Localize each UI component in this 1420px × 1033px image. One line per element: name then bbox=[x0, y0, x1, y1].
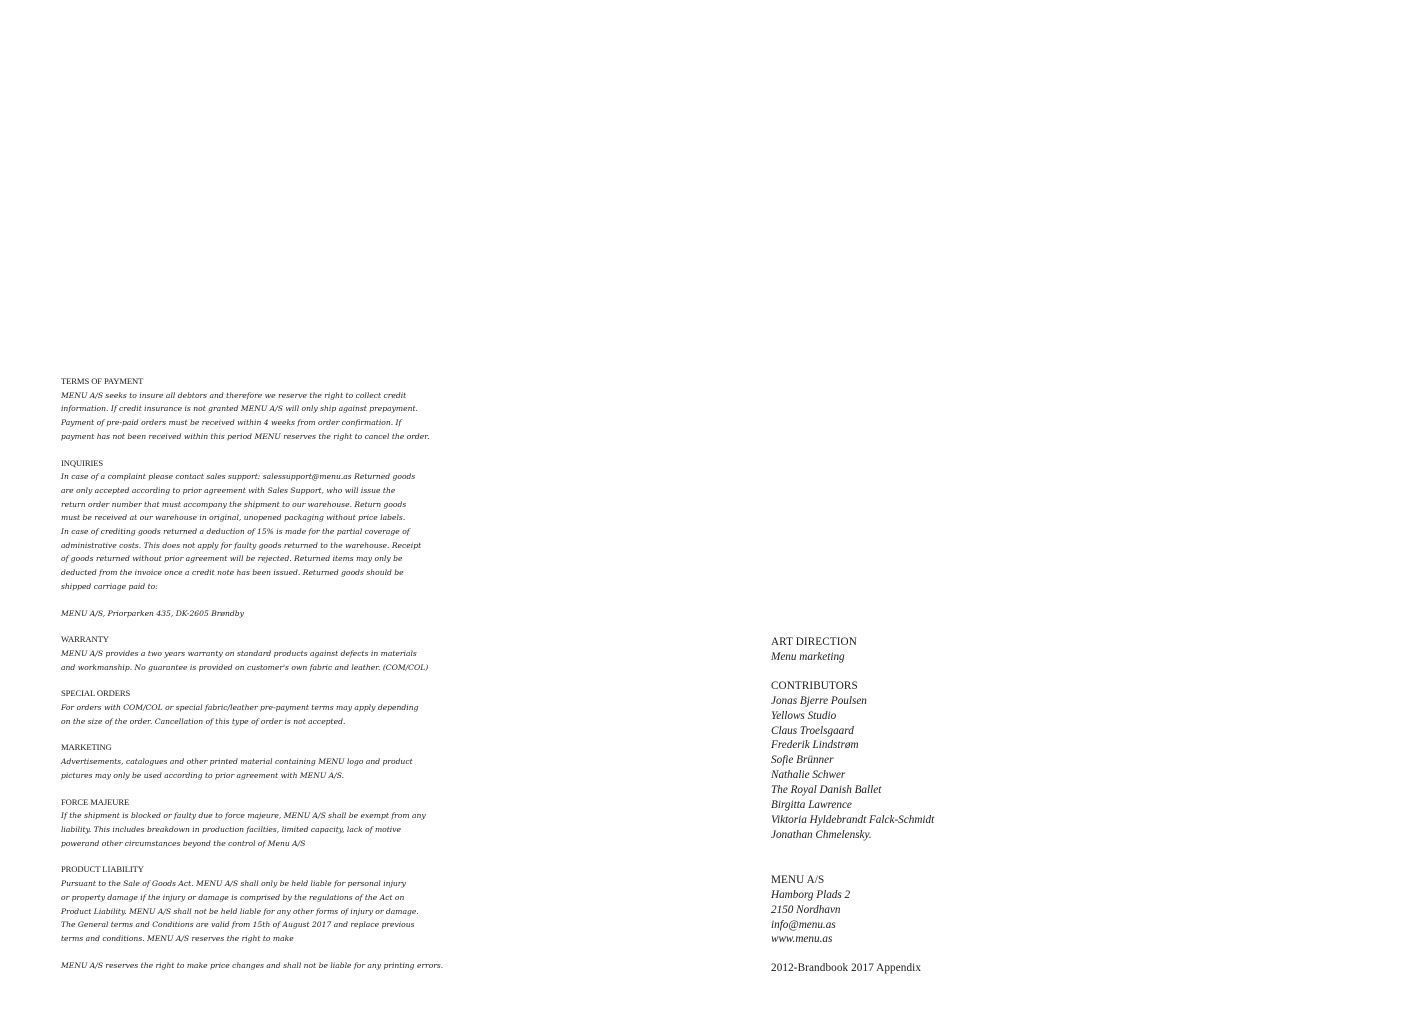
marketing-section bbox=[61, 741, 441, 782]
contributor-name: Jonathan Chmelensky. bbox=[771, 828, 872, 841]
contributor-name: Yellows Studio bbox=[771, 709, 837, 722]
final-note bbox=[61, 959, 444, 973]
text-line: administrative costs. This does not apply for faulty goods returned to the warehouse. Receipt bbox=[61, 540, 422, 550]
return-address-section bbox=[61, 607, 441, 621]
force-majeure-section bbox=[61, 796, 441, 851]
text-line: Advertisements, catalogues and other printed material containing MENU logo and product bbox=[61, 757, 413, 767]
art-direction-block bbox=[771, 635, 1171, 665]
section-title: MARKETING bbox=[61, 742, 112, 753]
text-line: In case of a complaint please contact sales support: salessupport@menu.as Returned goods bbox=[61, 472, 416, 482]
text-line: payment has not been received within this period MENU reserves the right to cancel the order. bbox=[61, 431, 430, 441]
section-title: PRODUCT LIABILITY bbox=[61, 864, 144, 875]
contributor-name: Viktoria Hyldebrandt Falck-Schmidt bbox=[771, 813, 935, 826]
section-body bbox=[61, 809, 441, 850]
inquiries-section bbox=[61, 457, 441, 594]
text-line: Pursuant to the Sale of Goods Act. MENU A/S shall only be held liable for personal injury bbox=[61, 879, 406, 889]
text-line: shipped carriage paid to: bbox=[61, 581, 158, 591]
section-body bbox=[61, 647, 441, 674]
contributor-name: Sofie Brünner bbox=[771, 754, 834, 767]
text-line: If the shipment is blocked or faulty due to force majeure, MENU A/S shall be exempt from any bbox=[61, 811, 426, 821]
contributor-name: Frederik Lindstrøm bbox=[771, 739, 859, 752]
text-line: For orders with COM/COL or special fabric/leather pre-payment terms may apply depending bbox=[61, 703, 419, 713]
text-line: pictures may only be used according to prior agreement with MENU A/S. bbox=[61, 770, 345, 780]
text-line: liability. This includes breakdown in production facilties, limited capacity, lack of motive bbox=[61, 824, 401, 834]
art-direction-title: ART DIRECTION bbox=[771, 636, 857, 648]
section-title: INQUIRIES bbox=[61, 457, 104, 468]
text-line: MENU A/S, Priorparken 435, DK-2605 Brøndby bbox=[61, 608, 244, 618]
company-email: info@menu.as bbox=[771, 918, 836, 931]
contributors-title: CONTRIBUTORS bbox=[771, 679, 858, 692]
terms-column bbox=[61, 375, 444, 985]
company-street: Hamborg Plads 2 bbox=[771, 888, 851, 901]
text-line: must be received at our warehouse in original, unopened packaging without price labels. bbox=[61, 513, 406, 523]
company-block bbox=[771, 873, 1171, 948]
text-line: information. If credit insurance is not granted MENU A/S will only ship against prepayment. bbox=[61, 404, 418, 414]
text-line: Product Liability. MENU A/S shall not be held liable for any other forms of injury or damage. bbox=[61, 906, 419, 916]
return-address bbox=[61, 607, 441, 621]
section-body bbox=[61, 470, 441, 593]
section-body bbox=[61, 701, 441, 728]
final-note-section bbox=[61, 959, 444, 973]
text-line: MENU A/S seeks to insure all debtors and therefore we reserve the right to collect credit bbox=[61, 390, 407, 400]
section-body bbox=[61, 877, 441, 946]
company-city: 2150 Nordhavn bbox=[771, 903, 841, 916]
contributor-name: Claus Troelsgaard bbox=[771, 724, 854, 737]
text-line: or property damage if the injury or damage is comprised by the regulations of the Act on bbox=[61, 892, 405, 902]
credits-column bbox=[771, 635, 1171, 961]
text-line: terms and conditions. MENU A/S reserves the right to make bbox=[61, 933, 294, 943]
contributor-name: Nathalie Schwer bbox=[771, 769, 846, 782]
section-body bbox=[61, 755, 441, 782]
contributor-name: Jonas Bjerre Poulsen bbox=[771, 694, 867, 707]
text-line: Payment of pre-paid orders must be received within 4 weeks from order confirmation. If bbox=[61, 418, 402, 428]
company-name: MENU A/S bbox=[771, 873, 825, 886]
contributors-block bbox=[771, 679, 1171, 843]
text-line: on the size of the order. Cancellation of this type of order is not accepted. bbox=[61, 716, 346, 726]
special-orders-section bbox=[61, 687, 441, 728]
terms-of-payment-section bbox=[61, 375, 441, 444]
text-line: The General terms and Conditions are valid from 15th of August 2017 and replace previous bbox=[61, 920, 415, 930]
product-liability-section bbox=[61, 863, 441, 945]
text-line: and workmanship. No guarantee is provided on customer's own fabric and leather. (COM/COL) bbox=[61, 662, 429, 672]
text-line: return order number that must accompany the shipment to our warehouse. Return goods bbox=[61, 499, 407, 509]
text-line: In case of crediting goods returned a deduction of 15% is made for the partial coverage of bbox=[61, 527, 410, 537]
contributor-name: Birgitta Lawrence bbox=[771, 799, 852, 812]
section-body bbox=[61, 389, 441, 444]
text-line: are only accepted according to prior agreement with Sales Support, who will issue the bbox=[61, 485, 396, 495]
text-line: powerand other circumstances beyond the control of Menu A/S bbox=[61, 838, 306, 848]
contributor-name: The Royal Danish Ballet bbox=[771, 784, 882, 797]
section-title: FORCE MAJEURE bbox=[61, 796, 130, 807]
text-line: MENU A/S reserves the right to make price changes and shall not be liable for any printing errors. bbox=[61, 960, 444, 970]
section-title: WARRANTY bbox=[61, 634, 109, 645]
text-line: of goods returned without prior agreement will be rejected. Returned items may only be bbox=[61, 554, 403, 564]
warranty-section bbox=[61, 633, 441, 674]
section-title: TERMS OF PAYMENT bbox=[61, 376, 144, 386]
page-footer: 2012-Brandbook 2017 Appendix bbox=[771, 962, 922, 974]
company-website: www.menu.as bbox=[771, 933, 833, 946]
text-line: deducted from the invoice once a credit note has been issued. Returned goods should be bbox=[61, 568, 404, 578]
section-title: SPECIAL ORDERS bbox=[61, 688, 131, 699]
text-line: MENU A/S provides a two years warranty on standard products against defects in materials bbox=[61, 648, 417, 658]
art-direction-value: Menu marketing bbox=[771, 650, 845, 663]
